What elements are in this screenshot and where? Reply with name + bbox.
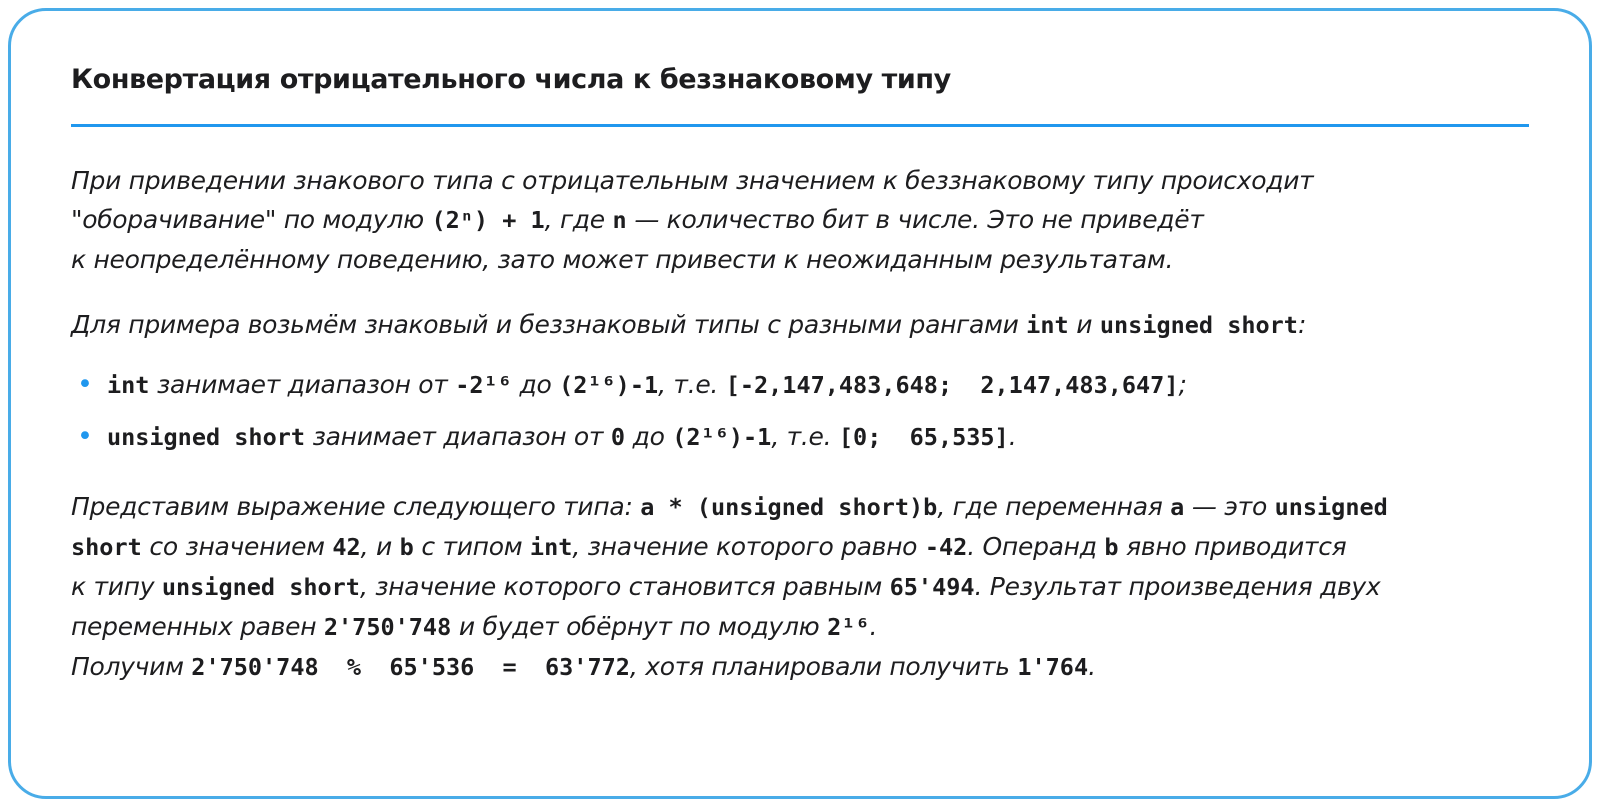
paragraph-expression: Представим выражение следующего типа: a * (unsigned short)b, где переменная a — это unsigned short со значением 42, и b с типом int, значение которого равно -42. Операнд b явно приводится к типу unsigned short, значение которого становится равным 65'494. Результат произведения двух переменных равен 2'750'748 и будет обёрнут по модулю 2¹⁶. Получим 2'750'748 % 65'536 = 63'772, хотя планировали получить 1'764. — [71, 492, 1388, 681]
list-item-text: int занимает диапазон от -2¹⁶ до (2¹⁶)-1, т.е. [-2,147,483,648; 2,147,483,647]; — [106, 370, 1187, 399]
bullet-dot-icon: • — [77, 369, 93, 400]
type-range-list — [71, 365, 1529, 457]
list-item-int-range — [77, 365, 1529, 405]
bullet-dot-icon: • — [77, 421, 93, 452]
paragraph-example-lead: Для примера возьмём знаковый и беззнаковый типы с разными рангами int и unsigned short: — [71, 310, 1307, 339]
paragraph-intro: При приведении знакового типа с отрицательным значением к беззнаковому типу происходит "оборачивание" по модулю (2ⁿ) + 1, где n — количество бит в числе. Это не приведёт к неопределённому поведению, зато может привести к неожиданным результатам. — [71, 166, 1314, 274]
list-item-text: unsigned short занимает диапазон от 0 до (2¹⁶)-1, т.е. [0; 65,535]. — [106, 422, 1017, 451]
note-card — [8, 8, 1592, 799]
note-title: Конвертация отрицательного числа к беззнаковому типу — [71, 64, 951, 95]
list-item-unsigned-short-range — [77, 417, 1529, 457]
title-divider — [71, 124, 1529, 127]
